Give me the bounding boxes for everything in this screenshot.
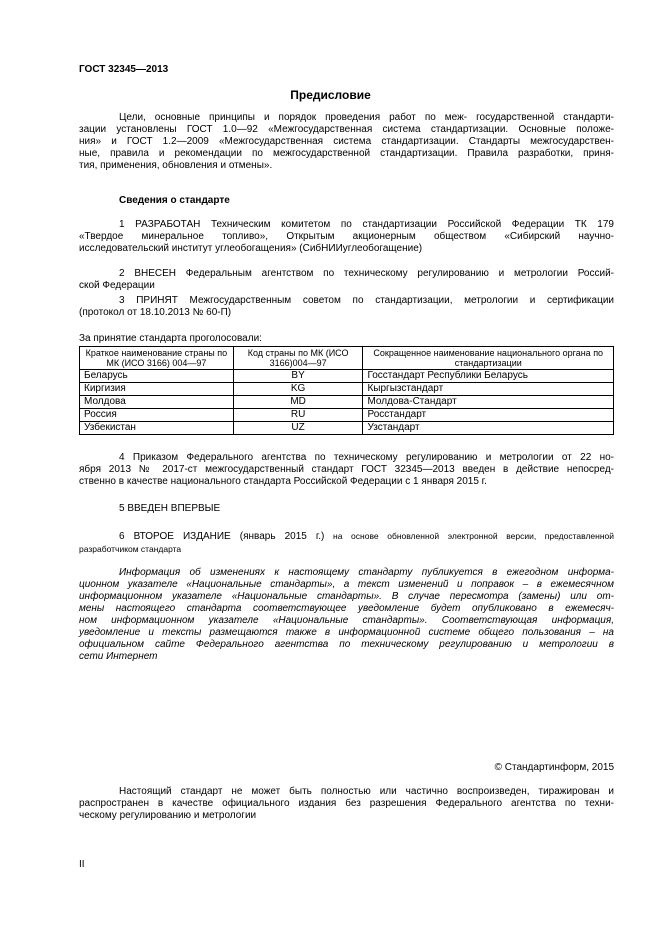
table-caption: За принятие стандарта проголосовали: [79, 333, 262, 344]
notice-line: информационном указателе «Национальные стандарты». В случае пересмотра (замены) или от- [79, 591, 614, 602]
intro-line: ные, правила и рекомендации по межгосударственной стандартизации. Правила разработки, приня- [79, 148, 614, 159]
cell-country: Киргизия [80, 383, 234, 396]
notice-line: мены настоящего стандарта соответствующее уведомление будет опубликовано в ежемесяч- [79, 603, 614, 614]
table-row [80, 383, 614, 396]
item-line: ственно в качестве национального стандарта Российской Федерации с 1 января 2015 г. [79, 476, 487, 487]
cell-body: Госстандарт Республики Беларусь [363, 370, 614, 383]
item-line: 3 ПРИНЯТ Межгосударственным советом по стандартизации, метрологии и сертификации [119, 295, 614, 306]
notice-paragraph [79, 567, 614, 663]
cell-code: BY [233, 370, 363, 383]
table-row [80, 409, 614, 422]
notice-line: ционном указателе «Национальные стандарты», а текст изменений и поправок – в ежемесячном [79, 579, 614, 590]
intro-paragraph [79, 112, 614, 172]
notice-line: Информация об изменениях к настоящему стандарту публикуется в ежегодном информа- [119, 567, 614, 578]
item-adopted [79, 295, 614, 319]
info-heading: Сведения о стандарте [119, 195, 230, 206]
intro-line: зации установлены ГОСТ 1.0—92 «Межгосударственная система стандартизации. Основные положе- [79, 124, 614, 135]
item-line: «Твердое минеральное топливо», Открытым акционерным обществом «Сибирский научно- [79, 231, 614, 242]
cell-body: Кыргызстандарт [363, 383, 614, 396]
cell-body: Росстандарт [363, 409, 614, 422]
header-code: Код страны по МК (ИСО 3166)004—97 [233, 347, 363, 370]
item-order [79, 452, 614, 488]
intro-line: тия, применения, обновления и отмены». [79, 160, 273, 171]
table-header-row [80, 347, 614, 370]
item-second-edition [79, 530, 614, 555]
standard-number: ГОСТ 32345—2013 [79, 64, 169, 75]
item-line: 1 РАЗРАБОТАН Техническим комитетом по стандартизации Российской Федерации ТК 179 [119, 219, 614, 230]
item-developed [79, 219, 614, 255]
item-line: исследовательский институт углеобогащения» (СибНИИуглеобогащение) [79, 243, 423, 254]
notice-line: официальном сайте Федерального агентства по техническому регулированию и метрологии в [79, 639, 614, 650]
item-line: 4 Приказом Федерального агентства по техническому регулированию и метрологии от 22 но- [119, 452, 614, 463]
item-line [79, 530, 614, 543]
item-line: ской Федерации [79, 280, 155, 291]
notice-line: уведомление и тексты размещаются также в информационной системе общего пользования – на [79, 627, 614, 638]
header-country: Краткое наименование страны по МК (ИСО 3166) 004—97 [80, 347, 234, 370]
notice-line: сети Интернет [79, 651, 158, 662]
table-row [80, 370, 614, 383]
item-introduced [79, 268, 614, 292]
copyright: © Стандартинформ, 2015 [494, 762, 614, 773]
edition-main: 6 ВТОРОЕ ИЗДАНИЕ (январь 2015 г.) [119, 531, 325, 542]
cell-code: KG [233, 383, 363, 396]
item-line: (протокол от 18.10.2013 № 60-П) [79, 307, 232, 318]
item-line: разработчиком стандарта [79, 544, 182, 554]
cell-code: MD [233, 396, 363, 409]
item-line: ября 2013 № 2017-ст межгосударственный стандарт ГОСТ 32345—2013 введен в действие непосред- [79, 464, 614, 475]
cell-country: Молдова [80, 396, 234, 409]
header-body: Сокращенное наименование национального органа по стандартизации [363, 347, 614, 370]
edition-rest: на основе обновленной электронной версии, предоставленной [324, 531, 615, 541]
cell-code: RU [233, 409, 363, 422]
reproduction-line: ческому регулированию и метрологии [79, 810, 257, 821]
item-first-introduced: 5 ВВЕДЕН ВПЕРВЫЕ [119, 503, 221, 514]
table-row [80, 396, 614, 409]
cell-country: Россия [80, 409, 234, 422]
page-number: II [79, 859, 85, 870]
cell-country: Узбекистан [80, 422, 234, 435]
item-line: 2 ВНЕСЕН Федеральным агентством по техническому регулированию и метрологии Россий- [119, 268, 614, 279]
reproduction-line: распространен в качестве официального издания без разрешения Федерального агентства по техни- [79, 798, 614, 809]
page-title: Предисловие [290, 88, 371, 102]
table-row [80, 422, 614, 435]
intro-line: ния» и ГОСТ 1.2—2009 «Межгосударственная система стандартизации. Стандарты межгосударствен- [79, 136, 614, 147]
cell-country: Беларусь [80, 370, 234, 383]
voting-table [79, 346, 614, 435]
intro-line: Цели, основные принципы и порядок проведения работ по меж- государственной стандарти- [119, 112, 614, 123]
reproduction-paragraph [79, 786, 614, 822]
reproduction-line: Настоящий стандарт не может быть полностью или частично воспроизведен, тиражирован и [119, 786, 614, 797]
cell-code: UZ [233, 422, 363, 435]
cell-body: Узстандарт [363, 422, 614, 435]
cell-body: Молдова-Стандарт [363, 396, 614, 409]
notice-line: ном информационном указателе «Национальные стандарты». Соответствующая информация, [79, 615, 614, 626]
